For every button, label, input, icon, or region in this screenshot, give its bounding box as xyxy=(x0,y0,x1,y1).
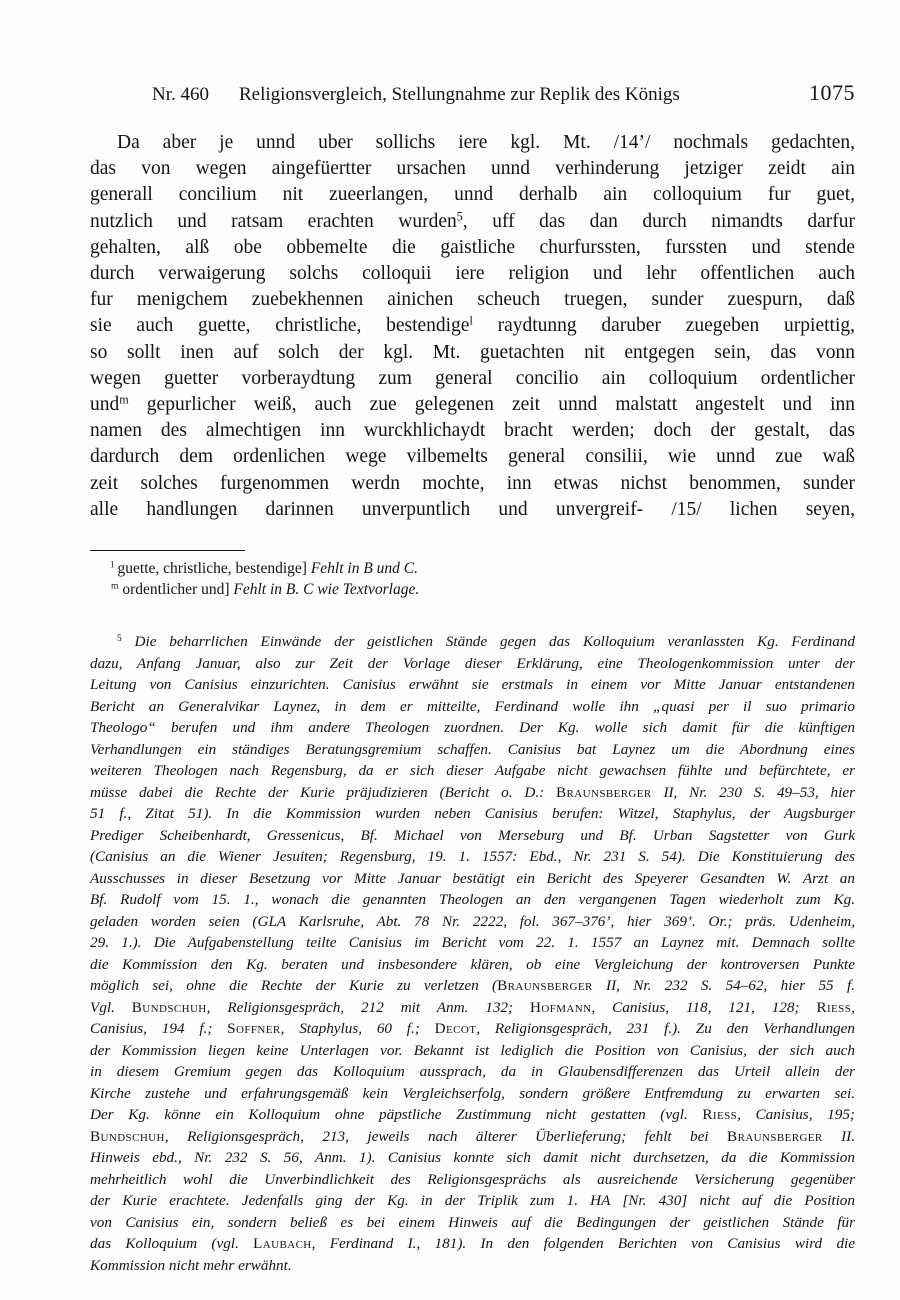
footnote-5 xyxy=(90,631,855,1276)
text-line: Da aber je unnd uber sollichs iere kgl. Mt. /14’/ nochmals gedachten, xyxy=(117,132,855,153)
text-line: Hinweis ebd., Nr. 232 S. 56, Anm. 1). Canisius konnte sich damit nicht durchsetzen, da die Kommission xyxy=(90,1149,855,1167)
header-left xyxy=(152,84,680,106)
text-line: $^l$ guette, christliche, bestendige] Fehlt in B und C. xyxy=(111,559,419,578)
text-line: die Kommission den Kg. beraten und insbesondere klären, ob eine Vergleichung der kontroversen Punkte xyxy=(90,955,855,973)
text-line: in diesem Gremium gegen das Kolloquium aussprach, da in Glaubensdifferenzen das Urteil allein der xyxy=(90,1063,855,1081)
page-number: 1075 xyxy=(809,80,855,105)
text-line: der Kommission liegen keine Unterlagen vor. Bekannt ist lediglich die Position von Canisius, der sich auch xyxy=(90,1041,855,1059)
text-line: Leitung von Canisius einzurichten. Canisius erwähnt sie erstmals in einem vor Mitte Januar entstandenen xyxy=(90,676,855,694)
text-line: das Kolloquium (vgl. Laubach, Ferdinand I., 181). In den folgenden Berichten von Canisius wird die xyxy=(90,1235,855,1253)
text-line: 51 f., Zitat 51). In die Kommission wurden neben Canisius berufen: Witzel, Staphylus, der Augsburger xyxy=(90,805,855,823)
text-line: gehalten, alß obe obbemelte die gaistliche churfurssten, furssten und stende xyxy=(90,236,855,258)
text-line: der Kurie erachtete. Jedenfalls ging der Kg. in der Triplik zum 1. HA [Nr. 430] nicht auf die Position xyxy=(90,1192,855,1210)
text-line: mehrheitlich wohl die Unverbindlichkeit des Religionsgesprächs als ausreichende Versicherung gegenüber xyxy=(90,1170,855,1188)
text-line: 29. 1.). Die Aufgabenstellung teilte Canisius im Bericht vom 22. 1. 1557 an Laynez mit. Demnach sollte xyxy=(90,934,855,952)
critical-apparatus xyxy=(90,558,855,600)
text-line: Ausschusses in dieser Besetzung vor Mitte Januar bestätigt ein Bericht des Speyerer Gesandten W. Arzt an xyxy=(90,869,855,887)
text-line: Kommission nicht mehr erwähnt. xyxy=(90,1256,292,1274)
text-line: Theologo“ berufen und ihm andere Theologen zuordnen. Der Kg. wolle sich damit für die künftigen xyxy=(90,719,855,737)
text-line: nutzlich und ratsam erachten wurden$^5$, uff das dan durch nimandts darfur xyxy=(90,208,855,232)
text-line: Bundschuh, Religionsgespräch, 213, jeweils nach älterer Überlieferung; fehlt bei Braunsberger II. xyxy=(90,1127,855,1145)
main-text xyxy=(90,130,855,523)
text-line: geladen worden seien (GLA Karlsruhe, Abt. 78 Nr. 2222, fol. 367–376’, hier 369’. Or.; präs. Udenheim, xyxy=(90,912,855,930)
text-line: durch verwaigerung solchs colloquii iere religion und lehr offentlichen auch xyxy=(90,263,855,285)
text-line: von Canisius ein, sondern beließ es bei einem Hinweis auf die Bedingungen der geistlichen Stände für xyxy=(90,1213,855,1231)
text-line: weiteren Theologen nach Regensburg, da er sich dieser Aufgabe nicht gewachsen fühlte und befürchtete, er xyxy=(90,762,855,780)
text-line: generall concilium nit zueerlangen, unnd derhalb ain colloquium fur guet, xyxy=(90,184,855,206)
text-line: das von wegen aingefüertter ursachen unnd verhinderung jetziger zeidt ain xyxy=(90,158,855,180)
document-number: Nr. 460 xyxy=(152,84,209,105)
text-line: dardurch dem ordenlichen wege vilbemelts general consilii, wie unnd zue waß xyxy=(90,446,855,468)
apparatus-divider xyxy=(90,550,245,551)
text-line: Bericht an Generalvikar Laynez, in dem er mitteilte, Ferdinand wolle ihn „quasi per il suo primario xyxy=(90,697,855,715)
page-header xyxy=(90,80,855,106)
text-line: wegen guetter vorberaydtung zum general concilio ain colloquium ordentlicher xyxy=(90,367,855,389)
text-line: Vgl. Bundschuh, Religionsgespräch, 212 mit Anm. 132; Hofmann, Canisius, 118, 121, 128; Riess, xyxy=(90,998,856,1016)
text-line: fur menigchem zuebekhennen ainichen scheuch truegen, sunder zuespurn, daß xyxy=(90,289,855,311)
text-line: (Canisius an die Wiener Jesuiten; Regensburg, 19. 1. 1557: Ebd., Nr. 231 S. 54). Die Konstituierung des xyxy=(90,848,855,866)
text-line: und$^m$ gepurlicher weiß, auch zue gelegenen zeit unnd malstatt angestelt und inn xyxy=(90,392,855,416)
text-line: Canisius, 194 f.; Soffner, Staphylus, 60 f.; Decot, Religionsgespräch, 231 f.). Zu den Verhandlungen xyxy=(90,1020,855,1038)
text-line: Kirche zustehe und erfahrungsgemäß kein Vergleichserfolg, sondern größere Entfremdung zu erwarten sei. xyxy=(90,1084,855,1102)
running-title: Religionsvergleich, Stellungnahme zur Replik des Königs xyxy=(239,84,680,105)
text-line: möglich sei, ohne die Rechte der Kurie zu verletzen (Braunsberger II, Nr. 232 S. 54–62, hier 55 f. xyxy=(90,977,855,995)
text-line: so sollt inen auf solch der kgl. Mt. guetachten nit entgegen sein, das vonn xyxy=(90,341,855,363)
text-line: namen des almechtigen inn wurckhlichaydt bracht werden; doch der gestalt, das xyxy=(90,420,855,442)
text-line: Prediger Scheibenhardt, Gressenicus, Bf. Michael von Merseburg und Bf. Urban Sagstetter von Gurk xyxy=(90,826,855,844)
text-line: müsse dabei die Rechte der Kurie präjudizieren (Bericht o. D.: Braunsberger II, Nr. 230 S. 49–53, hier xyxy=(90,783,856,801)
text-line: Bf. Rudolf vom 15. 1., wonach die genannten Theologen an den vergangenen Tagen wiederholt zum Kg. xyxy=(90,891,855,909)
text-line: Der Kg. könne ein Kolloquium ohne päpstliche Zustimmung nicht gestatten (vgl. Riess, Canisius, 195; xyxy=(90,1106,855,1124)
text-line: Verhandlungen ein ständiges Beratungsgremium schaffen. Canisius bat Laynez um die Abordnung eines xyxy=(90,740,855,758)
text-line: zeit solches furgenommen werdn mochte, inn etwas nichst benommen, sunder xyxy=(90,472,855,494)
text-line: $^5$ Die beharrlichen Einwände der geistlichen Stände gegen das Kolloquium veranlassten Kg. Ferdinand xyxy=(117,633,855,651)
text-line: sie auch guette, christliche, bestendige$^l$ raydtunng daruber zuegeben urpiettig, xyxy=(90,313,855,337)
text-line: dazu, Anfang Januar, also zur Zeit der Vorlage dieser Erklärung, eine Theologenkommission unter der xyxy=(90,654,855,672)
text-line: alle handlungen darinnen unverpuntlich und unvergreif- /15/ lichen seyen, xyxy=(90,498,855,520)
text-line: $^m$ ordentlicher und] Fehlt in B. C wie Textvorlage. xyxy=(111,580,420,599)
